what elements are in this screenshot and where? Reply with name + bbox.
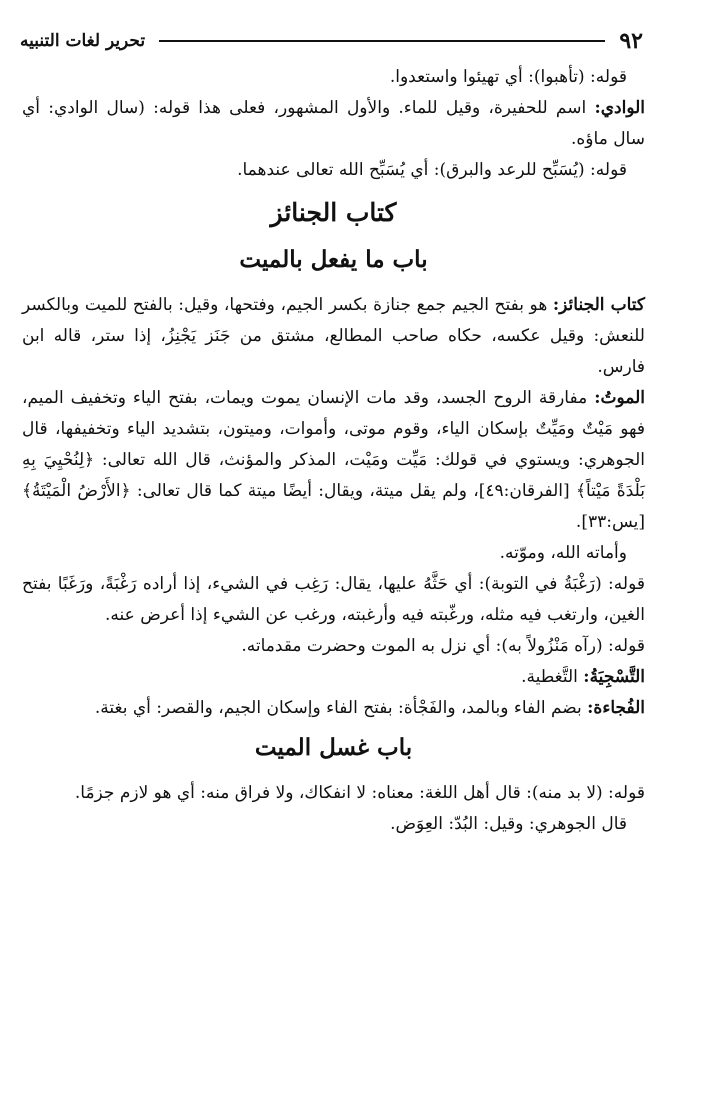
paragraph: [22, 631, 645, 662]
paragraph: [22, 538, 645, 569]
paragraph-text: اسم للحفيرة، وقيل للماء. والأول المشهور، فعلى هذا قوله: (سال الوادي: أي سال ماؤه.: [22, 98, 645, 149]
paragraph: [22, 809, 645, 840]
paragraph-text: قوله: (رآه مَنْزُولاً به): أي نزل به الموت وحضرت مقدماته.: [241, 636, 645, 656]
paragraph-text: هو بفتح الجيم جمع جنازة بكسر الجيم، وفتحها، وقيل: بالفتح للميت وبالكسر للنعش: وقيل عكسه، حكاه صاحب المطالع، مشتق من جَنَز يَجْنِزُ، إذا ستر، قاله ابن فارس.: [22, 295, 645, 377]
paragraph: [22, 155, 645, 186]
paragraph-text: قوله: (لا بد منه): قال أهل اللغة: معناه: لا انفكاك، ولا فراق منه: أي هو لازم جزمًا.: [74, 783, 645, 803]
paragraph: [22, 569, 645, 631]
paragraph-lead: الفُجاءة:: [587, 698, 645, 718]
paragraph-text: مفارقة الروح الجسد، وقد مات الإنسان يموت ويمات، بفتح الياء وتخفيف الميم، فهو مَيْتٌ ومَيِّتٌ بإسكان الياء، وقوم موتى، وأموات، وميتون، بتشديد الياء وتخفيفها، قال الجوهري: ويستوي في قولك: مَيِّت ومَيْت، المذكر والمؤنث، قال الله تعالى: ﴿لِنُحْيِيَ بِهِ بَلْدَةً مَيْتاً﴾ [الفرقان:٤٩]، ولم يقل ميتة، ويقال: أيضًا ميتة كما قال تعالى: ﴿الأَرْضُ الْمَيْتَةُ﴾ [يس:٣٣].: [22, 388, 645, 532]
book-heading: كتاب الجنائز: [270, 198, 397, 227]
header-rule: [159, 40, 605, 42]
paragraph-text: قوله: (تأهبوا): أي تهيئوا واستعدوا.: [389, 67, 627, 87]
chapter-heading: باب ما يفعل بالميت: [239, 246, 428, 273]
paragraph-text: قوله: (يُسَبِّح للرعد والبرق): أي يُسَبِّح الله تعالى عندهما.: [237, 160, 627, 180]
paragraph: [22, 290, 645, 383]
paragraph-text: قال الجوهري: وقيل: البُدّ: العِوَض.: [390, 814, 627, 834]
paragraph: [22, 778, 645, 809]
paragraph-text: التَّغطية.: [521, 667, 584, 687]
paragraph: [22, 662, 645, 693]
paragraph: [22, 93, 645, 155]
page-number: ٩٢: [619, 28, 643, 54]
paragraph-text: وأماته الله، وموّته.: [499, 543, 627, 563]
paragraph-lead: الموتُ:: [594, 388, 645, 408]
page-header: [20, 28, 643, 54]
paragraph-lead: التَّسْجِيَةُ:: [583, 667, 645, 687]
chapter-heading: باب غسل الميت: [254, 734, 413, 761]
paragraph-lead: كتاب الجنائز:: [552, 295, 645, 315]
paragraph-lead: الوادي:: [594, 98, 645, 118]
paragraph: [22, 693, 645, 724]
paragraph-text: بضم الفاء وبالمد، والفَجْأة: بفتح الفاء وإسكان الجيم، والقصر: أي بغتة.: [94, 698, 588, 718]
running-title: تحرير لغات التنبيه: [20, 31, 146, 51]
paragraph: [22, 383, 645, 538]
paragraph-text: قوله: (رَغْبَةُ في التوبة): أي حَثَّهُ عليها، يقال: رَغِب في الشيء، إذا أراده رَغْبَةً، ورَغَبًا بفتح الغين، وارتغب فيه مثله، ورغّبته فيه وأرغبته، ورغب عن الشيء إذا أعرض عنه.: [22, 574, 645, 625]
paragraph: [22, 62, 645, 93]
page-body: [22, 62, 645, 840]
